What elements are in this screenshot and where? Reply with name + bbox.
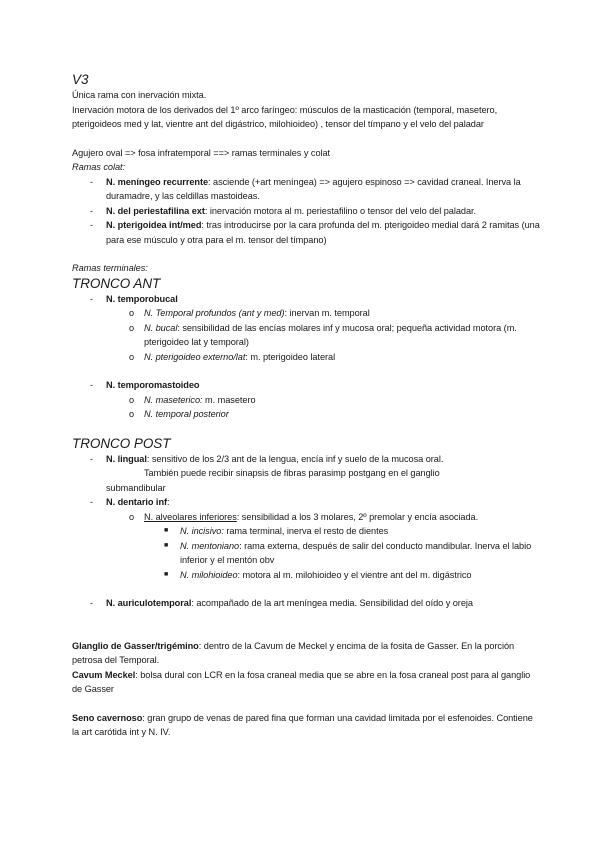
circle-marker: o: [129, 322, 135, 333]
circle-marker: o: [129, 394, 135, 405]
subitem-term: N. pterigoideo externo/lat: [144, 351, 246, 362]
dash-marker: -: [90, 176, 94, 187]
item-term: N. temporomastoideo: [106, 380, 200, 390]
item-text: : asciende (+art meníngea) => agujero espinoso => cavidad craneal. Inerva la duramadre, y las celdillas mastoideas.: [106, 176, 521, 201]
subsubitem-text: : motora al m. milohioideo y el vientre ant del m. digástrico: [237, 569, 472, 580]
subsubitem-term: N. mentoniano: [180, 540, 240, 551]
dash-marker: -: [90, 293, 94, 304]
item-term: N. dentario inf: [106, 497, 168, 507]
item-term: N. del periestafilina ext: [106, 205, 205, 216]
subitem-text: m. masetero: [202, 394, 256, 405]
dash-marker: -: [90, 598, 94, 608]
dash-marker: -: [90, 220, 94, 230]
circle-marker: o: [129, 351, 135, 362]
list-item: [72, 596, 542, 611]
subitem-term: N. alveolares inferiores: [144, 511, 237, 522]
item-text: :: [167, 497, 170, 507]
circle-marker: o: [129, 511, 135, 522]
square-marker: ■: [164, 527, 169, 534]
paragraph-text: : gran grupo de venas de pared fina que forman una cavidad limitada por el esfenoides. Contiene la art carótida int y N. IV.: [72, 712, 533, 737]
subitem-text: : inervan m. temporal: [284, 308, 370, 318]
subitem-text: : m. pterigoideo lateral: [245, 351, 336, 362]
item-term: N. temporobucal: [106, 293, 178, 304]
dash-marker: -: [90, 497, 94, 507]
list-subitem: [72, 321, 542, 350]
paragraph-term: Glanglio de Gasser/trigémino: [72, 640, 199, 651]
circle-marker: o: [129, 308, 135, 318]
item-term: N. auriculotemporal: [106, 598, 192, 608]
item-term: N. pterigoidea int/med: [106, 220, 202, 230]
paragraph-text: : dentro de la Cavum de Meckel y encima de la fosita de Gasser. En la porción petrosa del Temporal.: [72, 640, 515, 665]
v3-intro-line: Única rama con inervación mixta.: [72, 90, 207, 100]
subitem-term: N. bucal: [144, 322, 178, 333]
square-marker: ■: [164, 570, 169, 578]
dash-marker: -: [90, 380, 94, 390]
list-item: [72, 452, 542, 467]
agujero-oval-line: Agujero oval => fosa infratemporal ==> ramas terminales y colat: [72, 147, 331, 158]
ramas-colat-heading: Ramas colat:: [72, 162, 126, 172]
item-text: : acompañado de la art meníngea media. Sensibilidad del oído y oreja: [191, 598, 473, 608]
paragraph-term: Seno cavernoso: [72, 712, 143, 723]
list-item: [72, 378, 542, 393]
section-title-tronco-ant: TRONCO ANT: [72, 275, 161, 291]
ramas-terminales-heading: Ramas terminales:: [72, 263, 148, 273]
subitem-term: N. maseterico:: [144, 394, 203, 405]
subsubitem-term: N. incisivo:: [180, 526, 224, 536]
section-title-tronco-post: TRONCO POST: [72, 435, 171, 451]
paragraph-text: : bolsa dural con LCR en la fosa craneal media que se abre en la fosa craneal post para al ganglio de Gasser: [72, 669, 531, 694]
list-item: [72, 218, 542, 247]
subsubitem-text: rama terminal, inerva el resto de dientes: [223, 526, 389, 536]
item-text: : tras introducirse por la cara profunda del m. pterigoideo medial dará 2 ramitas (una para ese músculo y otra para el m. tensor del tímpano): [106, 220, 540, 245]
paragraph-term: Cavum Meckel: [72, 669, 136, 680]
square-marker: ■: [164, 541, 169, 549]
subitem-text: : sensibilidad de las encías molares inf y mucosa oral; pequeña actividad motora (m. pterigoideo lat y temporal): [144, 322, 517, 347]
v3-motor-description: Inervación motora de los derivados del 1º arco faríngeo: músculos de la masticación (temporal, masetero, pterigoideos med y lat, vientre ant del digástrico, milohioideo) , tensor del tímpano y el velo del paladar: [72, 104, 498, 129]
dash-marker: -: [90, 453, 94, 464]
list-subitem: [72, 393, 542, 408]
item-term: N. lingual: [106, 453, 147, 464]
seno-cavernoso-paragraph: [72, 711, 542, 740]
section-title-v3: V3: [72, 72, 89, 87]
circle-marker: o: [129, 409, 135, 419]
lingual-extra-line: También puede recibir sinapsis de fibras parasimp postgang en el ganglio: [144, 468, 440, 478]
list-item: [72, 292, 542, 307]
lingual-extra-line-2: submandibular: [106, 482, 166, 493]
list-subsubitem: [72, 539, 542, 568]
subsubitem-text: : rama externa, después de salir del conducto mandibular. Inerva el labio inferior y el mentón obv: [180, 540, 532, 565]
list-subitem: [72, 510, 542, 525]
list-item: [72, 495, 542, 510]
item-text: : inervación motora al m. periestafilino o tensor del velo del paladar.: [204, 205, 477, 216]
list-subsubitem: [72, 568, 542, 583]
list-subsubitem: [72, 524, 542, 539]
item-term: N. meníngeo recurrente: [106, 176, 209, 187]
list-subitem: [72, 306, 542, 321]
subitem-term: N. temporal posterior: [144, 409, 229, 419]
item-text: : sensitivo de los 2/3 ant de la lengua, encía inf y suelo de la mucosa oral.: [146, 453, 444, 464]
subitem-term: N. Temporal profundos (ant y med): [144, 308, 285, 318]
ganglio-gasser-paragraph: [72, 639, 542, 668]
subitem-text: : sensibilidad a los 3 molares, 2º premolar y encía asociada.: [236, 511, 479, 522]
cavum-meckel-paragraph: [72, 668, 542, 697]
list-subitem: [72, 407, 542, 422]
list-subitem: [72, 350, 542, 365]
dash-marker: -: [90, 205, 94, 216]
document-page: [72, 72, 542, 740]
subsubitem-term: N. milohioideo: [180, 569, 238, 580]
list-item: [72, 175, 542, 204]
list-item: [72, 204, 542, 219]
